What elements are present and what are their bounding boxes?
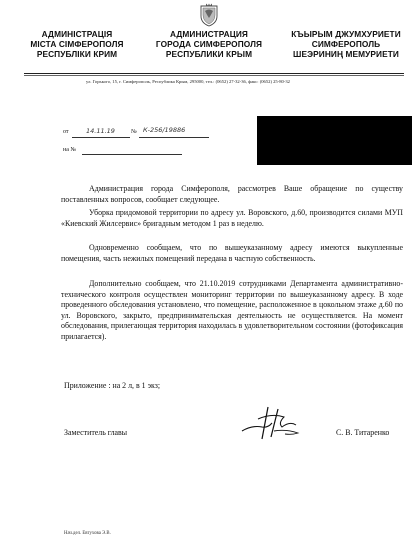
header-right-line-1: КЪЫРЫМ ДЖУМХУРИЕТИ: [291, 29, 401, 39]
header-center-block: [150, 29, 268, 59]
registration-on-label: на №: [63, 147, 77, 153]
header-left-line-1: АДМИНІСТРАЦІЯ: [41, 29, 113, 39]
header-right-line-3: ШЕЭРИНИҢ МЕМУРИЕТИ: [293, 49, 399, 59]
registration-date-line: [72, 137, 130, 138]
handwritten-signature: [238, 405, 308, 441]
registration-on-line: [82, 154, 182, 155]
header-left-line-2: МІСТА СІМФЕРОПОЛЯ: [30, 39, 124, 49]
registration-number-sign: №: [131, 129, 137, 135]
signatory-title: Заместитель главы: [64, 428, 128, 437]
coat-of-arms-emblem: [199, 3, 219, 27]
body-paragraph-3: [61, 243, 403, 264]
header-center-line-1: АДМИНИСТРАЦИЯ: [170, 29, 248, 39]
header-right-block: [279, 29, 413, 59]
registration-number-line: [139, 137, 209, 138]
body-paragraph-2-text: Уборка придомовой территории по адресу ул. Воровского, д.60, производится силами МУП «Киевский Жилсервис» бригадным методом 1 раз в неделю.: [61, 208, 403, 228]
body-paragraph-3-text: Одновременно сообщаем, что по вышеуказанному адресу имеются выкупленные помещения, часть нежилых помещений передана в частную собственность.: [61, 243, 403, 263]
header-divider-thin: [24, 75, 404, 76]
header-divider: [24, 73, 404, 74]
registration-date: 14.11.19: [86, 127, 115, 135]
attachment-line: Приложение : на 2 л, в 1 экз;: [64, 381, 161, 390]
body-paragraph-4: [61, 279, 403, 343]
executor-note: Нач.дел. Евтухова Э.В.: [64, 531, 111, 536]
signatory-name: С. В. Титаренко: [336, 428, 390, 437]
body-paragraph-4-text: Дополнительно сообщаем, что 21.10.2019 сотрудниками Департамента административно-технического контроля осуществлен мониторинг территории по вышеуказанному адресу. В ходе проведенного обследования установлено, что помещение, расположенное в цокольном этаже д.60 по ул. Воровского, закрыто, предпринимательская деятельность не осуществляется. На момент обследования, прилегающая территория находилась в удовлетворительном состоянии (фотофиксация прилагается).: [61, 279, 403, 341]
redacted-recipient-block: [257, 116, 412, 165]
header-left-block: [18, 29, 136, 59]
registration-number: К-256/19886: [143, 126, 186, 134]
body-paragraph-2: [61, 208, 403, 229]
header-center-line-2: ГОРОДА СИМФЕРОПОЛЯ: [155, 39, 263, 49]
header-left-line-3: РЕСПУБЛІКИ КРИМ: [36, 49, 118, 59]
registration-from-label: от: [63, 129, 69, 135]
body-paragraph-1: [61, 184, 403, 205]
header-right-line-2: СИМФЕРОПОЛЬ: [311, 39, 381, 49]
body-paragraph-1-text: Администрация города Симферополя, рассмотрев Ваше обращение по существу поставленных вопросов, сообщает следующее.: [61, 184, 403, 204]
header-address: ул. Горького, 15, г. Симферополь, Республика Крым, 295000, тел.: (0652) 27-32-36, факс: (0652) 25-80-32: [86, 79, 290, 84]
header-center-line-3: РЕСПУБЛИКИ КРЫМ: [165, 49, 253, 59]
